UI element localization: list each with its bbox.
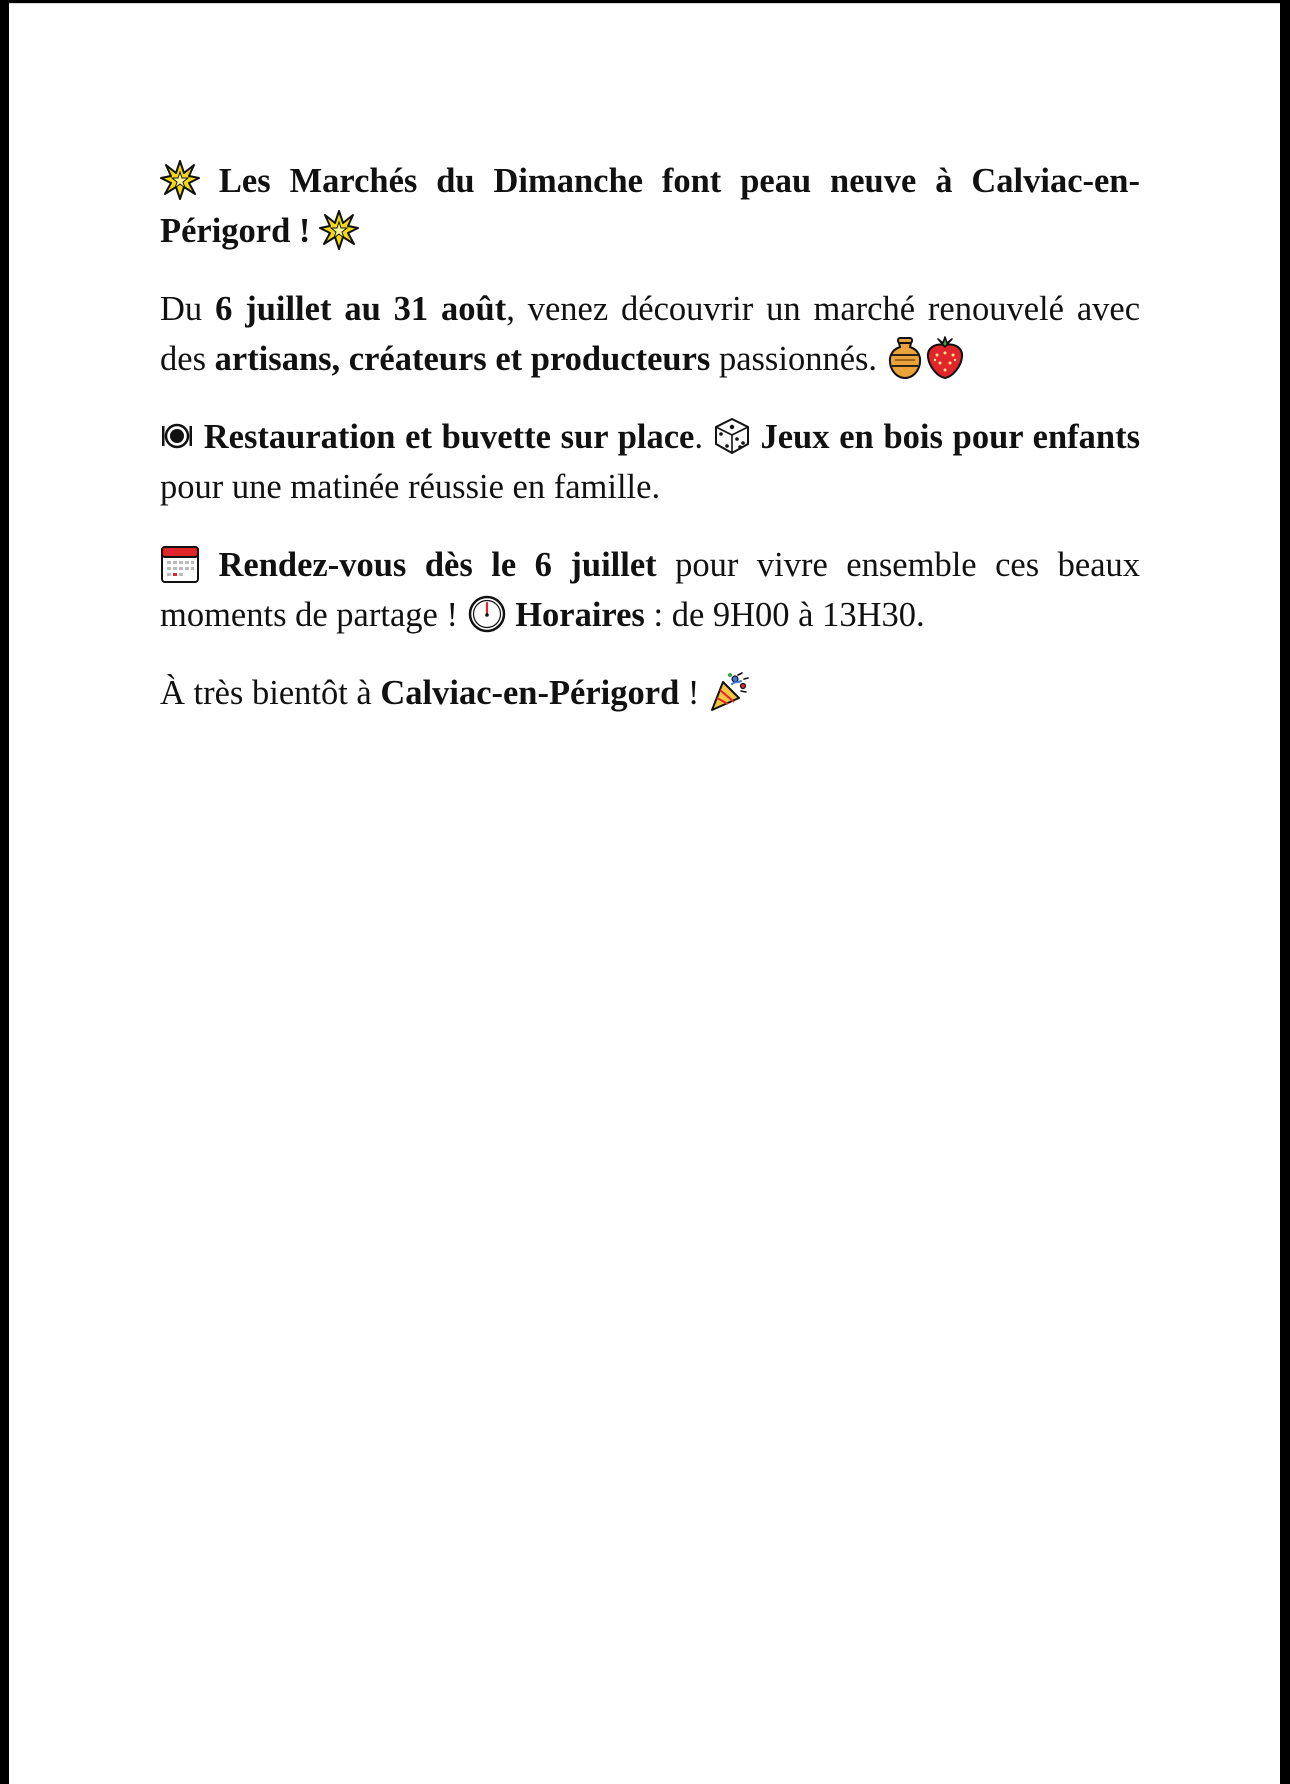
headline-paragraph xyxy=(160,156,1140,256)
post-body xyxy=(160,156,1140,746)
strawberry-icon xyxy=(924,336,966,380)
date-range: 6 juillet au 31 août xyxy=(215,290,507,328)
calendar-icon xyxy=(160,544,200,584)
vendors-text: artisans, créateurs et producteurs xyxy=(214,340,711,378)
party-popper-icon xyxy=(708,671,750,713)
dates-paragraph xyxy=(160,284,1140,384)
text-segment: pour une matinée réussie en famille. xyxy=(160,468,661,507)
game-die-icon xyxy=(713,417,751,455)
headline-text: Les Marchés du Dimanche font peau neuve à Calviac-en-Périgord ! xyxy=(160,162,1140,250)
fork-knife-plate-icon xyxy=(160,421,194,451)
catering-text: Restauration et buvette sur place xyxy=(203,418,695,457)
meeting-date-text: Rendez-vous dès le 6 juillet xyxy=(218,546,657,585)
collision-star-icon xyxy=(319,210,359,250)
services-paragraph xyxy=(160,412,1140,512)
wooden-games-text: Jeux en bois pour enfants xyxy=(760,418,1141,457)
hours-value: : de 9H00 à 13H30. xyxy=(644,596,925,635)
town-name: Calviac-en-Périgord xyxy=(380,674,680,713)
hours-label: Horaires xyxy=(515,596,645,635)
text-segment: ! xyxy=(679,674,700,713)
closing-paragraph xyxy=(160,668,1140,718)
text-segment: , venez découvrir un marché renouvelé avec des xyxy=(160,290,1141,378)
text-segment: À très bientôt à xyxy=(160,674,381,713)
stopwatch-icon xyxy=(467,594,507,634)
text-segment: Du xyxy=(160,290,216,328)
text-segment: passionnés. xyxy=(710,340,878,378)
document-page xyxy=(9,3,1280,1784)
amphora-icon xyxy=(886,336,924,380)
collision-star-icon xyxy=(160,160,200,200)
text-segment: . xyxy=(694,418,713,457)
schedule-paragraph xyxy=(160,540,1140,640)
text-segment: pour vivre ensemble ces beaux moments de partage ! xyxy=(160,546,1141,635)
